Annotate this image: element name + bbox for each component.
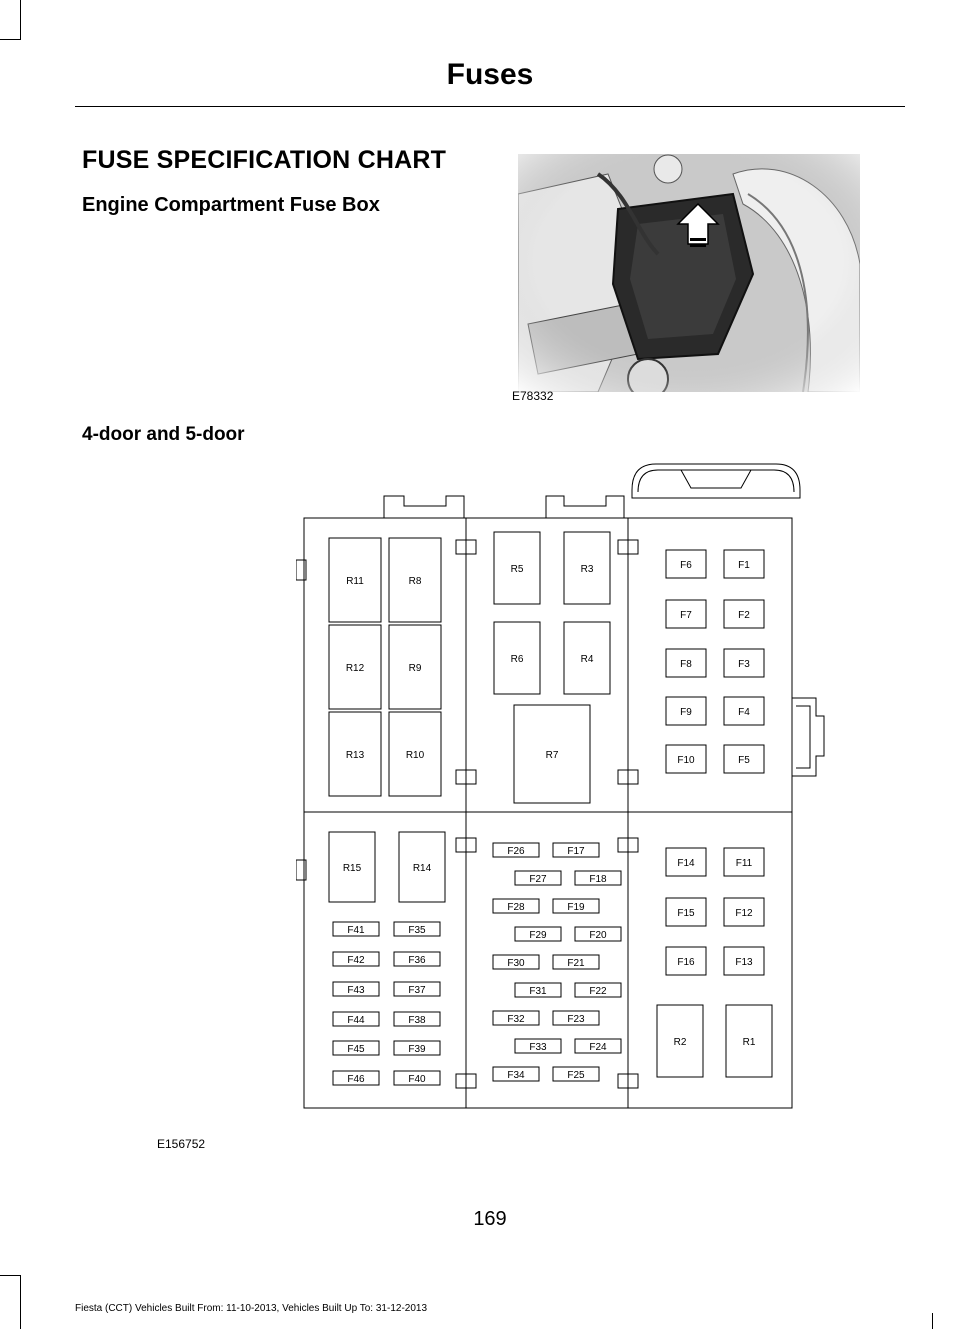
relay-r3 <box>564 532 610 604</box>
fuse-label: F18 <box>589 874 607 885</box>
fuse-label: F27 <box>529 874 547 885</box>
fuse-label: F1 <box>738 560 750 571</box>
fuse-f37 <box>394 982 440 996</box>
fuse-label: F3 <box>738 659 750 670</box>
fuse-f3 <box>724 649 764 677</box>
relay-r5 <box>494 532 540 604</box>
fuse-label: F29 <box>529 930 547 941</box>
relay-label: R15 <box>342 863 362 874</box>
fuse-box-diagram <box>296 460 836 1120</box>
fuse-f21 <box>553 955 599 969</box>
fuse-f35 <box>394 922 440 936</box>
fuse-f18 <box>575 871 621 885</box>
fuse-f12 <box>724 898 764 926</box>
fuse-label: F37 <box>408 985 426 996</box>
fuse-label: F9 <box>680 707 692 718</box>
fuse-label: F7 <box>680 610 692 621</box>
relay-r15 <box>329 832 375 902</box>
fuse-label: F11 <box>735 858 753 869</box>
page-header-title: Fuses <box>446 58 534 91</box>
relay-r7 <box>514 705 590 803</box>
relay-label: R3 <box>580 564 594 575</box>
fuse-f32 <box>493 1011 539 1025</box>
fuse-f5 <box>724 745 764 773</box>
relay-r10 <box>389 712 441 796</box>
fuse-label: F12 <box>735 908 753 919</box>
fuse-label: F5 <box>738 755 750 766</box>
fuse-label: F21 <box>567 958 585 969</box>
fuse-f14 <box>666 848 706 876</box>
fuse-label: F22 <box>589 986 607 997</box>
relay-r6 <box>494 622 540 694</box>
fuse-f25 <box>553 1067 599 1081</box>
relay-label: R10 <box>405 750 425 761</box>
diagram-figure-code: E156752 <box>157 1137 206 1151</box>
fuse-label: F32 <box>507 1014 525 1025</box>
fuse-f7 <box>666 600 706 628</box>
fuse-f23 <box>553 1011 599 1025</box>
fuse-f6 <box>666 550 706 578</box>
relay-label: R11 <box>346 576 364 587</box>
relay-label: R13 <box>345 750 365 761</box>
page-number: 169 <box>473 1208 507 1230</box>
fuse-f40 <box>394 1071 440 1085</box>
fuse-label: F17 <box>567 846 585 857</box>
fuse-f27 <box>515 871 561 885</box>
fuse-label: F43 <box>347 985 365 996</box>
fuse-label: F26 <box>507 846 525 857</box>
fuse-f1 <box>724 550 764 578</box>
relay-label: R2 <box>673 1037 687 1048</box>
fuse-f16 <box>666 947 706 975</box>
fuse-f9 <box>666 697 706 725</box>
fuse-f26 <box>493 843 539 857</box>
crop-mark <box>0 39 20 40</box>
fuse-f42 <box>333 952 379 966</box>
fuse-f13 <box>724 947 764 975</box>
fuse-label: F31 <box>529 986 547 997</box>
relay-label: R5 <box>510 564 524 575</box>
fuse-label: F36 <box>408 955 426 966</box>
section-subtitle: Engine Compartment Fuse Box <box>82 194 380 216</box>
fuse-label: F24 <box>589 1042 607 1053</box>
fuse-f17 <box>553 843 599 857</box>
fuse-label: F42 <box>347 955 365 966</box>
fuse-label: F10 <box>677 755 695 766</box>
relay-r14 <box>399 832 445 902</box>
relay-r8 <box>389 538 441 622</box>
fuse-label: F46 <box>347 1074 365 1085</box>
fuse-label: F14 <box>677 858 695 869</box>
fuse-label: F28 <box>507 902 525 913</box>
fuse-f36 <box>394 952 440 966</box>
relay-label: R4 <box>580 654 594 665</box>
fuse-f34 <box>493 1067 539 1081</box>
fuse-f15 <box>666 898 706 926</box>
relay-label: R1 <box>742 1037 756 1048</box>
relay-r13 <box>329 712 381 796</box>
fuse-label: F39 <box>408 1044 426 1055</box>
fuse-f20 <box>575 927 621 941</box>
fuse-f41 <box>333 922 379 936</box>
relay-label: R8 <box>408 576 422 587</box>
relay-label: R6 <box>510 654 524 665</box>
fuse-label: F8 <box>680 659 692 670</box>
fuse-label: F41 <box>347 925 365 936</box>
fuse-f45 <box>333 1041 379 1055</box>
fuse-f44 <box>333 1012 379 1026</box>
crop-mark <box>932 1313 933 1329</box>
fuse-f8 <box>666 649 706 677</box>
fuse-label: F4 <box>738 707 750 718</box>
fuse-label: F38 <box>408 1015 426 1026</box>
fuse-label: F40 <box>408 1074 426 1085</box>
fuse-f29 <box>515 927 561 941</box>
relay-r4 <box>564 622 610 694</box>
fuse-label: F35 <box>408 925 426 936</box>
fuse-f46 <box>333 1071 379 1085</box>
relay-label: R7 <box>545 750 559 761</box>
fuse-label: F30 <box>507 958 525 969</box>
fuse-label: F25 <box>567 1070 585 1081</box>
fuse-f31 <box>515 983 561 997</box>
fuse-f24 <box>575 1039 621 1053</box>
fuse-label: F20 <box>589 930 607 941</box>
engine-compartment-photo <box>518 154 860 392</box>
footer-text: Fiesta (CCT) Vehicles Built From: 11-10-2013, Vehicles Built Up To: 31-12-2013 <box>75 1303 428 1314</box>
fuse-f4 <box>724 697 764 725</box>
fuse-box-svg <box>296 460 836 1120</box>
fuse-f33 <box>515 1039 561 1053</box>
section-title: FUSE SPECIFICATION CHART <box>82 146 447 174</box>
fuse-f19 <box>553 899 599 913</box>
fuse-f2 <box>724 600 764 628</box>
crop-mark <box>0 1275 20 1276</box>
relay-r9 <box>389 625 441 709</box>
fuse-label: F44 <box>347 1015 365 1026</box>
fuse-f11 <box>724 848 764 876</box>
fuse-f10 <box>666 745 706 773</box>
fuse-f28 <box>493 899 539 913</box>
fuse-label: F34 <box>507 1070 525 1081</box>
crop-mark <box>20 1275 21 1329</box>
header-rule <box>75 106 905 107</box>
photo-figure-code: E78332 <box>512 389 554 403</box>
variant-heading: 4-door and 5-door <box>82 424 245 445</box>
relay-r2 <box>657 1005 703 1077</box>
relay-r11 <box>329 538 381 622</box>
fuse-label: F33 <box>529 1042 547 1053</box>
fuse-f39 <box>394 1041 440 1055</box>
fuse-label: F2 <box>738 610 750 621</box>
fuse-label: F23 <box>567 1014 585 1025</box>
fuse-f22 <box>575 983 621 997</box>
fuse-f38 <box>394 1012 440 1026</box>
fuse-label: F6 <box>680 560 692 571</box>
fuse-f43 <box>333 982 379 996</box>
fuse-label: F45 <box>347 1044 365 1055</box>
relay-r1 <box>726 1005 772 1077</box>
fuse-label: F13 <box>735 957 753 968</box>
fuse-label: F19 <box>567 902 585 913</box>
fuse-label: F15 <box>677 908 695 919</box>
relay-label: R12 <box>345 663 365 674</box>
relay-label: R14 <box>412 863 432 874</box>
relay-label: R9 <box>408 663 422 674</box>
fuse-f30 <box>493 955 539 969</box>
fuse-label: F16 <box>677 957 695 968</box>
crop-mark <box>20 0 21 40</box>
relay-r12 <box>329 625 381 709</box>
